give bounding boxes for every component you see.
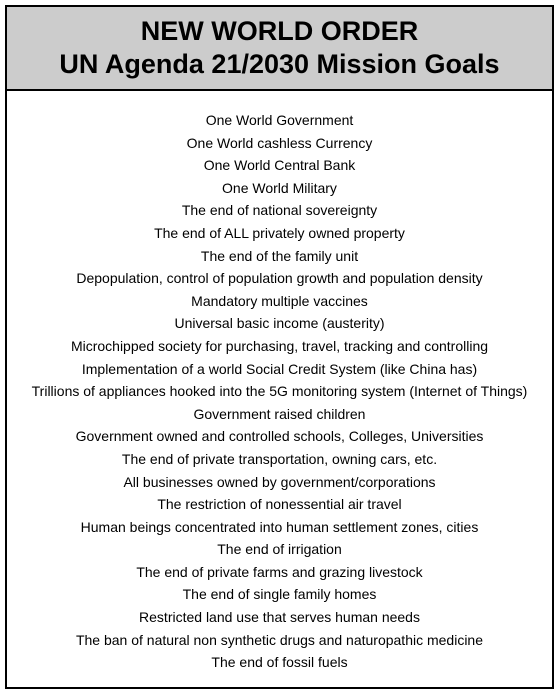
goal-item: One World cashless Currency — [186, 134, 373, 151]
goal-item: The end of private farms and grazing livestock — [136, 563, 423, 580]
title-banner — [7, 7, 552, 91]
goal-item: The restriction of nonessential air travel — [157, 496, 402, 513]
goal-item: Government raised children — [193, 405, 366, 422]
goal-item: The end of private transportation, owning cars, etc. — [121, 450, 438, 467]
goal-item: Universal basic income (austerity) — [174, 315, 385, 332]
title-line-1: NEW WORLD ORDER — [140, 16, 419, 46]
title-line-2: UN Agenda 21/2030 Mission Goals — [59, 49, 500, 79]
goal-item: Mandatory multiple vaccines — [191, 292, 368, 309]
goal-item: All businesses owned by government/corporations — [123, 473, 436, 490]
goal-item: Government owned and controlled schools, Colleges, Universities — [75, 428, 484, 445]
goal-item: Restricted land use that serves human needs — [139, 609, 420, 626]
goal-item: Trillions of appliances hooked into the 5G monitoring system (Internet of Things) — [31, 383, 528, 400]
goal-item: The end of the family unit — [200, 247, 359, 264]
goal-item: The end of irrigation — [217, 541, 342, 558]
goal-item: Depopulation, control of population growth and population density — [76, 270, 483, 287]
goals-list — [7, 109, 552, 674]
document-frame — [5, 5, 554, 689]
goal-item: One World Central Bank — [203, 157, 356, 174]
goal-item: The ban of natural non synthetic drugs and naturopathic medicine — [75, 631, 484, 648]
goal-item: The end of fossil fuels — [211, 654, 348, 671]
goal-item: Implementation of a world Social Credit System (like China has) — [81, 360, 478, 377]
goal-item: One World Government — [205, 112, 354, 128]
goal-item: The end of single family homes — [182, 586, 377, 603]
goal-item: One World Military — [222, 179, 337, 196]
goal-item: The end of ALL privately owned property — [154, 224, 405, 241]
goal-item: Human beings concentrated into human settlement zones, cities — [80, 518, 479, 535]
goal-item: Microchipped society for purchasing, travel, tracking and controlling — [70, 337, 489, 354]
goal-item: The end of national sovereignty — [181, 202, 378, 219]
